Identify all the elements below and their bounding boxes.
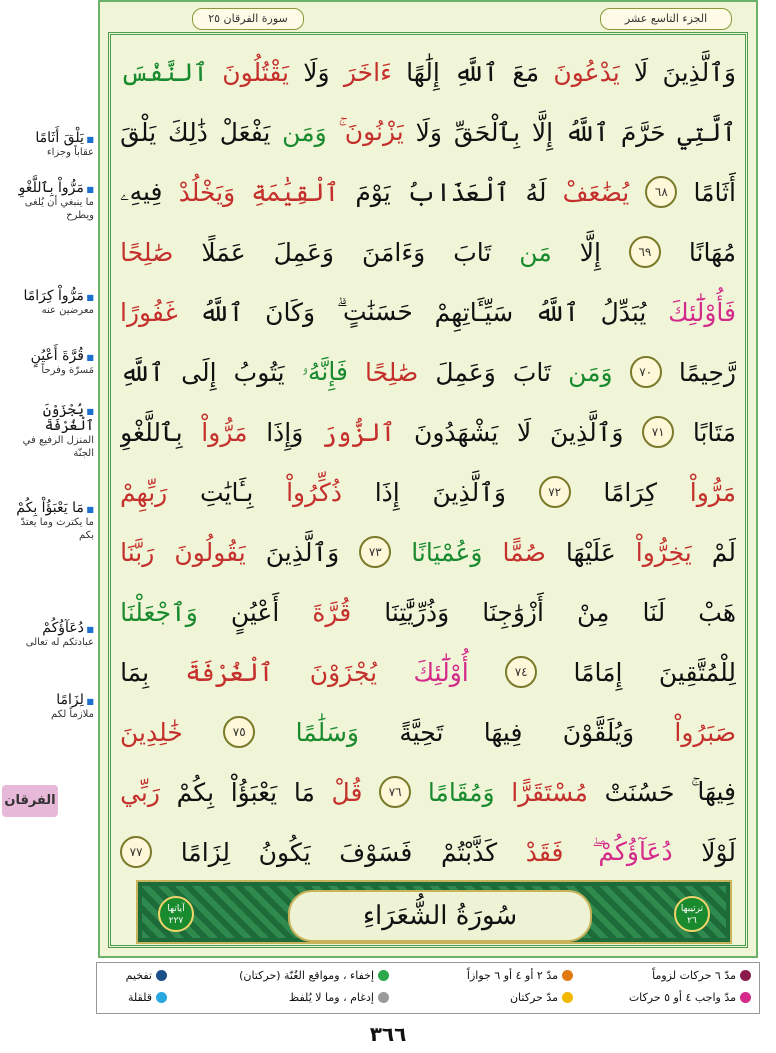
word: مُهَانًا	[688, 237, 736, 267]
legend-color-dot-icon	[156, 992, 167, 1003]
text-line	[120, 282, 736, 342]
word: فَإِنَّهُۥ	[301, 357, 348, 386]
text-line	[120, 342, 736, 402]
word: إِذَا	[374, 477, 400, 507]
word: وَيَخْلُدْ	[178, 177, 236, 207]
word: بِـَٔايَٰتِ	[199, 477, 254, 507]
quran-text	[120, 42, 736, 882]
word: تَابَ	[453, 237, 492, 267]
text-line	[120, 102, 736, 162]
legend-color-dot-icon	[562, 992, 573, 1003]
ayah-number-marker: ٦٨	[645, 176, 677, 208]
word: ٱلْعَذَابُ	[406, 177, 510, 207]
word: مَا	[293, 777, 315, 807]
word: وَٱجْعَلْنَا	[120, 597, 198, 627]
legend-label: إدغام ، وما لا يُلفظ	[289, 991, 374, 1004]
word: وَلَا	[415, 117, 442, 147]
word: بِٱللَّغْوِ	[120, 417, 183, 447]
word: صَبَرُواْ	[674, 717, 736, 747]
word: ٱلْقِيَٰمَةِ	[251, 177, 340, 207]
word: وَٱلَّذِينَ	[432, 477, 506, 507]
legend-color-dot-icon	[740, 992, 751, 1003]
juz-label: الجزء التاسع عشر	[600, 8, 732, 30]
word: فِيهَا ۚ	[691, 777, 736, 806]
word: يَدْعُونَ	[553, 57, 620, 87]
glossary-meaning: مَسرّة وفرحاً	[41, 365, 94, 376]
tajweed-legend	[96, 962, 760, 1014]
word: وَعُمْيَانًا	[411, 537, 483, 567]
word: لَا	[633, 57, 649, 87]
word: كَذَّبْتُمْ	[440, 837, 498, 867]
legend-item	[128, 991, 167, 1004]
legend-color-dot-icon	[156, 970, 167, 981]
legend-label: قلقلة	[127, 991, 152, 1004]
word: إِلَى	[181, 357, 217, 387]
word: خَٰلِدِينَ	[120, 717, 183, 747]
word: وَٱلَّذِينَ	[550, 417, 624, 447]
ayat-medal	[158, 896, 194, 932]
word: كِرَامًا	[603, 477, 658, 507]
glossary-meaning: المنزل الرفيع في الجنّة	[22, 435, 94, 459]
word: عَلَيْهَا	[565, 537, 616, 567]
legend-color-dot-icon	[378, 970, 389, 981]
word: يَقْتُلُونَ	[222, 57, 289, 87]
word: فِيهَا	[483, 717, 523, 747]
word: رَبِّهِمْ	[120, 477, 168, 507]
word: يَقُولُونَ	[174, 537, 246, 567]
word: بِٱلْحَقِّ	[453, 117, 521, 147]
word: يَزْنُونَ ۚ	[338, 117, 404, 146]
word: إِلَٰهًا	[406, 57, 440, 87]
glossary-entry	[4, 500, 94, 542]
legend-color-dot-icon	[562, 970, 573, 981]
legend-item	[510, 991, 573, 1004]
text-line	[120, 762, 736, 822]
word: ذَٰلِكَ	[168, 117, 208, 147]
glossary-meaning: ما يكترث وما يعتدّ بكم	[20, 517, 94, 541]
glossary-word: ■ لِزَامًا	[4, 692, 94, 708]
word: سَيِّـَٔاتِهِمْ	[434, 297, 514, 327]
glossary-meaning: عبادتكم له تعالى	[25, 637, 94, 648]
word: مَرُّواْ	[201, 417, 248, 447]
glossary-word: ■ مَا يَعْبَؤُاْ بِكُمْ	[4, 500, 94, 516]
word: وَعَمِلَ	[435, 357, 496, 387]
word: وَمَن	[282, 117, 327, 147]
legend-label: مدّ واجب ٤ أو ٥ حركات	[628, 991, 736, 1004]
word: ٱللَّهِ	[454, 57, 499, 87]
word: لَنَا	[642, 597, 666, 627]
word: رَبِّي	[120, 777, 160, 807]
word: وَلَا	[303, 57, 330, 87]
word: ٱللَّهُ	[565, 117, 609, 147]
word: هَبْ	[698, 597, 736, 627]
word: قُلْ	[331, 777, 363, 807]
word: أُوْلَٰٓئِكَ	[413, 657, 469, 687]
word: فِيهِۦ	[120, 177, 163, 206]
ayah-number-marker: ٧٣	[359, 536, 391, 568]
word: أَزْوَٰجِنَا	[482, 597, 544, 627]
word: فَسَوْفَ	[339, 837, 413, 867]
glossary-word: ■ دُعَآؤُكُمْ	[4, 620, 94, 636]
word: غَفُورًا	[120, 297, 178, 327]
text-line	[120, 462, 736, 522]
word: وَسَلَٰمًا	[295, 717, 359, 747]
word: ءَاخَرَ	[343, 57, 392, 87]
word: فَأُوْلَٰٓئِكَ	[668, 297, 736, 327]
legend-label: تفخيم	[125, 969, 152, 982]
word: مُسْتَقَرًّا	[511, 777, 588, 807]
text-line	[120, 582, 736, 642]
word: حَسُنَتْ	[604, 777, 675, 807]
word: عَمَلًا	[201, 237, 246, 267]
legend-item	[652, 969, 751, 982]
word: ٱلَّتِي	[677, 117, 736, 147]
word: أَعْيُنٍ	[230, 597, 280, 627]
legend-label: مدّ ٦ حركات لزوماً	[652, 969, 736, 982]
legend-label: مدّ حركتان	[509, 991, 558, 1004]
word: حَرَّمَ	[620, 117, 666, 147]
page-frame	[98, 0, 758, 958]
glossary-word: ■ يَلْقَ أَثَامًا	[4, 130, 94, 146]
word: مَن	[519, 237, 552, 267]
word: دُعَآؤُكُمْ ۖ	[592, 837, 673, 866]
legend-item	[126, 969, 167, 982]
word: يَلْقَ	[120, 117, 157, 147]
text-line	[120, 162, 736, 222]
word: يُجْزَوْنَ	[309, 657, 378, 687]
ayah-number-marker: ٦٩	[629, 236, 661, 268]
glossary-meaning: عقاباً وجزاء	[46, 147, 94, 158]
word: يَعْبَؤُاْ	[230, 777, 278, 807]
legend-color-dot-icon	[740, 970, 751, 981]
word: تَابَ	[512, 357, 552, 387]
word: صَٰلِحًا	[365, 357, 419, 387]
word: وَيُلَقَّوْنَ	[562, 717, 635, 747]
ayah-number-marker: ٧١	[642, 416, 674, 448]
word: إِمَامًا	[573, 657, 623, 687]
word: وَءَامَنَ	[362, 237, 426, 267]
ayah-number-marker: ٧٠	[630, 356, 662, 388]
word: أَثَامًا	[693, 177, 736, 207]
text-line	[120, 402, 736, 462]
word: مَتَابًا	[692, 417, 736, 447]
ayat-number: ٢٢٧	[168, 916, 184, 926]
word: رَّحِيمًا	[678, 357, 736, 387]
word: يُضَٰعَفْ	[562, 177, 630, 207]
word: يَكُونُ	[258, 837, 311, 867]
legend-item	[289, 991, 389, 1004]
glossary-meaning: معرضين عنه	[41, 305, 94, 316]
word: تَحِيَّةً	[399, 717, 444, 747]
legend-label: مدّ ٢ أو ٤ أو ٦ جوازاً	[466, 969, 558, 982]
sura-label: سورة الفرقان ٢٥	[192, 8, 304, 30]
word: وَمَن	[568, 357, 613, 387]
order-label: ترتيبها	[680, 904, 704, 914]
word: إِلَّا	[531, 117, 554, 147]
glossary-entry	[4, 130, 94, 159]
word: لَمْ	[711, 537, 736, 567]
word: ذُكِّرُواْ	[286, 477, 342, 507]
word: وَإِذَا	[266, 417, 304, 447]
word: وَمُقَامًا	[427, 777, 495, 807]
word: لَهُ	[525, 177, 547, 207]
legend-label: إخفاء ، ومواقع الغُنّة (حركتان)	[239, 969, 374, 982]
word: يَخِرُّواْ	[635, 537, 692, 567]
word: مَعَ	[512, 57, 540, 87]
word: وَكَانَ	[265, 297, 316, 327]
word: ٱللَّهِ	[120, 357, 165, 387]
ayah-number-marker: ٧٤	[505, 656, 537, 688]
word: وَٱلَّذِينَ	[265, 537, 340, 567]
page-number: ٣٦٦	[369, 1022, 407, 1046]
glossary-entry	[4, 692, 94, 721]
word: حَسَنَٰتٍ ۗ	[336, 297, 413, 326]
word: ٱلْغُرْفَةَ	[185, 657, 274, 687]
word: صُمًّا	[502, 537, 546, 567]
glossary-word: ■ مَرُّواْ كِرَامًا	[4, 288, 94, 304]
ayat-label: آياتها	[167, 904, 185, 914]
word: فَقَدْ	[525, 837, 564, 867]
word: مَرُّواْ	[689, 477, 736, 507]
glossary-word: ■ مَرُّواْ بِٱللَّغْوِ	[4, 180, 94, 196]
word: صَٰلِحًا	[120, 237, 174, 267]
word: لَوْلَا	[701, 837, 736, 867]
word: وَعَمِلَ	[273, 237, 335, 267]
word: ٱلنَّفْسَ	[120, 57, 208, 87]
glossary-entry	[4, 620, 94, 649]
ayah-number-marker: ٧٦	[379, 776, 411, 808]
word: يَفْعَلْ	[219, 117, 271, 147]
sura-title: سُورَةُ الشُّعَرَاءِ	[288, 890, 592, 942]
legend-item	[239, 969, 389, 982]
word: بِكُمْ	[176, 777, 215, 807]
ayah-number-marker: ٧٧	[120, 836, 152, 868]
legend-item	[467, 969, 573, 982]
glossary-meaning: ملازماً لكم	[51, 709, 94, 720]
glossary-meaning: ما ينبغي أن يُلغى ويطرح	[24, 197, 94, 221]
word: لَا	[517, 417, 532, 447]
text-line	[120, 822, 736, 882]
glossary-word: ■ قُرَّةَ أَعْيُنٍ	[4, 348, 94, 364]
legend-color-dot-icon	[378, 992, 389, 1003]
word: ٱلزُّورَ	[322, 417, 396, 447]
ayah-number-marker: ٧٥	[223, 716, 255, 748]
word: ٱللَّهُ	[199, 297, 244, 327]
order-medal	[674, 896, 710, 932]
word: يَشْهَدُونَ	[413, 417, 499, 447]
order-number: ٢٦	[687, 916, 697, 926]
word: يَتُوبُ	[233, 357, 285, 387]
text-line	[120, 222, 736, 282]
text-line	[120, 522, 736, 582]
glossary-entry	[4, 288, 94, 317]
text-line	[120, 642, 736, 702]
legend-item	[629, 991, 751, 1004]
glossary-entry	[4, 402, 94, 460]
word: وَذُرِّيَّٰتِنَا	[384, 597, 450, 627]
text-line	[120, 42, 736, 102]
glossary-entry	[4, 180, 94, 222]
glossary-entry	[4, 348, 94, 377]
sura-badge: الفرقان	[2, 785, 58, 817]
glossary-word: ■ يُجْزَوْنَ ٱلْغُرْفَةَ	[4, 402, 94, 434]
word: مِنْ	[576, 597, 610, 627]
word: يَوْمَ	[355, 177, 391, 207]
word: إِلَّا	[579, 237, 601, 267]
word: رَبَّنَا	[120, 537, 155, 567]
word: وَٱلَّذِينَ	[662, 57, 736, 87]
text-line	[120, 702, 736, 762]
ayah-number-marker: ٧٢	[539, 476, 571, 508]
word: قُرَّةَ	[312, 597, 352, 627]
sura-banner	[136, 880, 732, 944]
word: ٱللَّهُ	[534, 297, 579, 327]
word: يُبَدِّلُ	[600, 297, 647, 327]
word: بِمَا	[120, 657, 150, 687]
word: لِلْمُتَّقِينَ	[658, 657, 736, 687]
word: لِزَامًا	[180, 837, 231, 867]
